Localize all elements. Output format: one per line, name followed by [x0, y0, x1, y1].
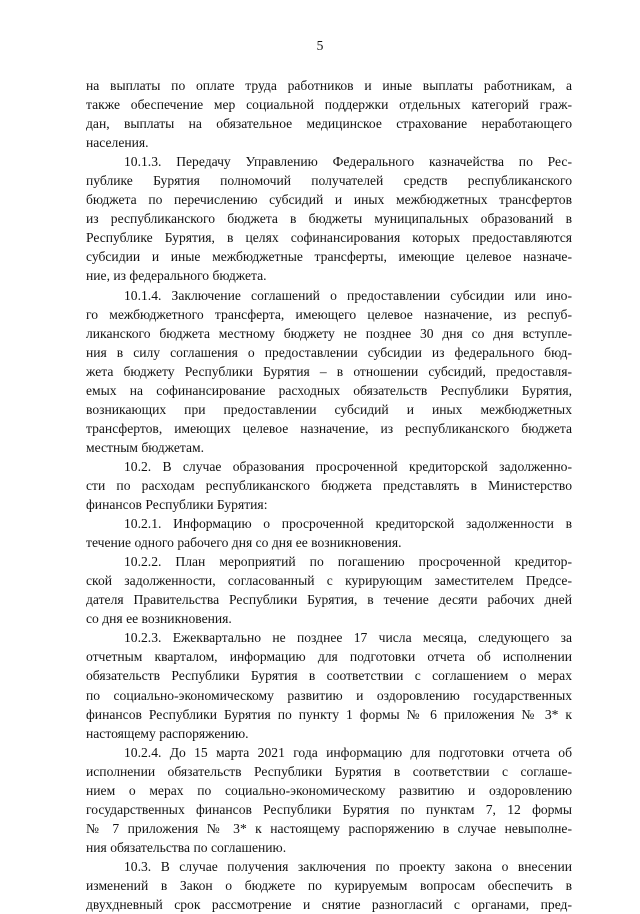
text-line: № 7 приложения № 3* к настоящему распоряжению в случае невыполне-: [86, 820, 572, 836]
text-line: сти по расходам республиканского бюджета представлять в Министерство: [86, 477, 572, 493]
text-line: обязательств Республики Бурятия в соответствии с соглашением о мерах: [86, 668, 572, 684]
text-line: местным бюджетам.: [86, 439, 205, 455]
text-line: настоящему распоряжению.: [86, 725, 249, 741]
text-line: 10.1.3. Передачу Управлению Федерального казначейства по Рес-: [124, 154, 572, 170]
page-number: 5: [316, 38, 324, 53]
text-line: течение одного рабочего дня со дня ее возникновения.: [86, 535, 402, 551]
text-line: государственных финансов Республики Бурятия по пунктам 7, 12 формы: [86, 801, 572, 817]
text-line: ской задолженности, согласованный с курирующим заместителем Предсе-: [86, 573, 572, 589]
text-line: из республиканского бюджета в бюджеты муниципальных образований в: [86, 211, 572, 227]
text-line: го межбюджетного трансферта, имеющего целевое назначение, из респуб-: [86, 306, 572, 322]
text-line: на выплаты по оплате труда работников и иные выплаты работникам, а: [86, 78, 572, 93]
text-line: жета бюджету Республики Бурятия – в отношении субсидий, предоставля-: [86, 363, 572, 379]
text-line: 10.2.4. До 15 марта 2021 года информацию для подготовки отчета об: [124, 744, 572, 760]
text-line: трансфертов, имеющих целевое назначение, из республиканского бюджета: [86, 420, 572, 436]
text-line: населения.: [86, 135, 149, 151]
text-line: исполнении обязательств Республики Бурятия в соответствии с соглаше-: [86, 763, 572, 779]
text-line: ние, из федерального бюджета.: [86, 268, 267, 284]
text-line: нием о мерах по социально-экономическому развитию и оздоровлению: [86, 782, 572, 798]
text-line: дан, выплаты на обязательное медицинское страхование неработающего: [86, 116, 572, 132]
text-line: субсидии и иные межбюджетные трансферты, имеющие целевое назначе-: [86, 249, 572, 265]
text-line: 10.2. В случае образования просроченной кредиторской задолженно-: [124, 458, 572, 474]
text-line: финансов Республики Бурятия:: [86, 497, 268, 513]
text-line: ния обязательства по соглашению.: [86, 839, 287, 855]
text-line: 10.2.2. План мероприятий по погашению просроченной кредитор-: [124, 554, 572, 570]
text-line: отчетным кварталом, информацию для подготовки отчета об исполнении: [86, 649, 572, 665]
text-line: ния в силу соглашения о предоставлении субсидии из федерального бюд-: [86, 344, 572, 360]
text-line: по социально-экономическому развитию и оздоровлению государственных: [86, 687, 572, 703]
text-line: финансов Республики Бурятия по пункту 1 формы № 6 приложения № 3* к: [86, 706, 572, 722]
text-line: ликанского бюджета местному бюджету не позднее 30 дня со дня вступле-: [86, 325, 572, 341]
text-line: двухдневный срок рассмотрение и снятие разногласий с органами, пред-: [86, 897, 572, 913]
text-line: 10.2.3. Ежеквартально не позднее 17 числа месяца, следующего за: [124, 630, 572, 646]
text-line: Республике Бурятия, в целях софинансирования которых предоставляются: [86, 230, 572, 246]
text-line: бюджета по перечислению субсидий и иных межбюджетных трансфертов: [86, 192, 572, 208]
text-line: 10.3. В случае получения заключения по проекту закона о внесении: [124, 858, 572, 874]
text-line: также обеспечение мер социальной поддержки отдельных категорий граж-: [86, 97, 572, 113]
text-line: дателя Правительства Республики Бурятия, в течение десяти рабочих дней: [86, 592, 572, 608]
text-line: со дня ее возникновения.: [86, 611, 232, 627]
text-line: публике Бурятия полномочий получателей средств республиканского: [86, 173, 572, 189]
text-line: возникающих при предоставлении субсидий и иных межбюджетных: [86, 401, 572, 417]
text-line: изменений в Закон о бюджете по курируемым вопросам обеспечить в: [86, 877, 572, 893]
text-line: 10.1.4. Заключение соглашений о предоставлении субсидии или ино-: [124, 287, 572, 303]
text-line: 10.2.1. Информацию о просроченной кредиторской задолженности в: [124, 516, 572, 532]
body-text: [86, 76, 572, 914]
text-line: емых на софинансирование расходных обязательств Республики Бурятия,: [86, 382, 572, 398]
